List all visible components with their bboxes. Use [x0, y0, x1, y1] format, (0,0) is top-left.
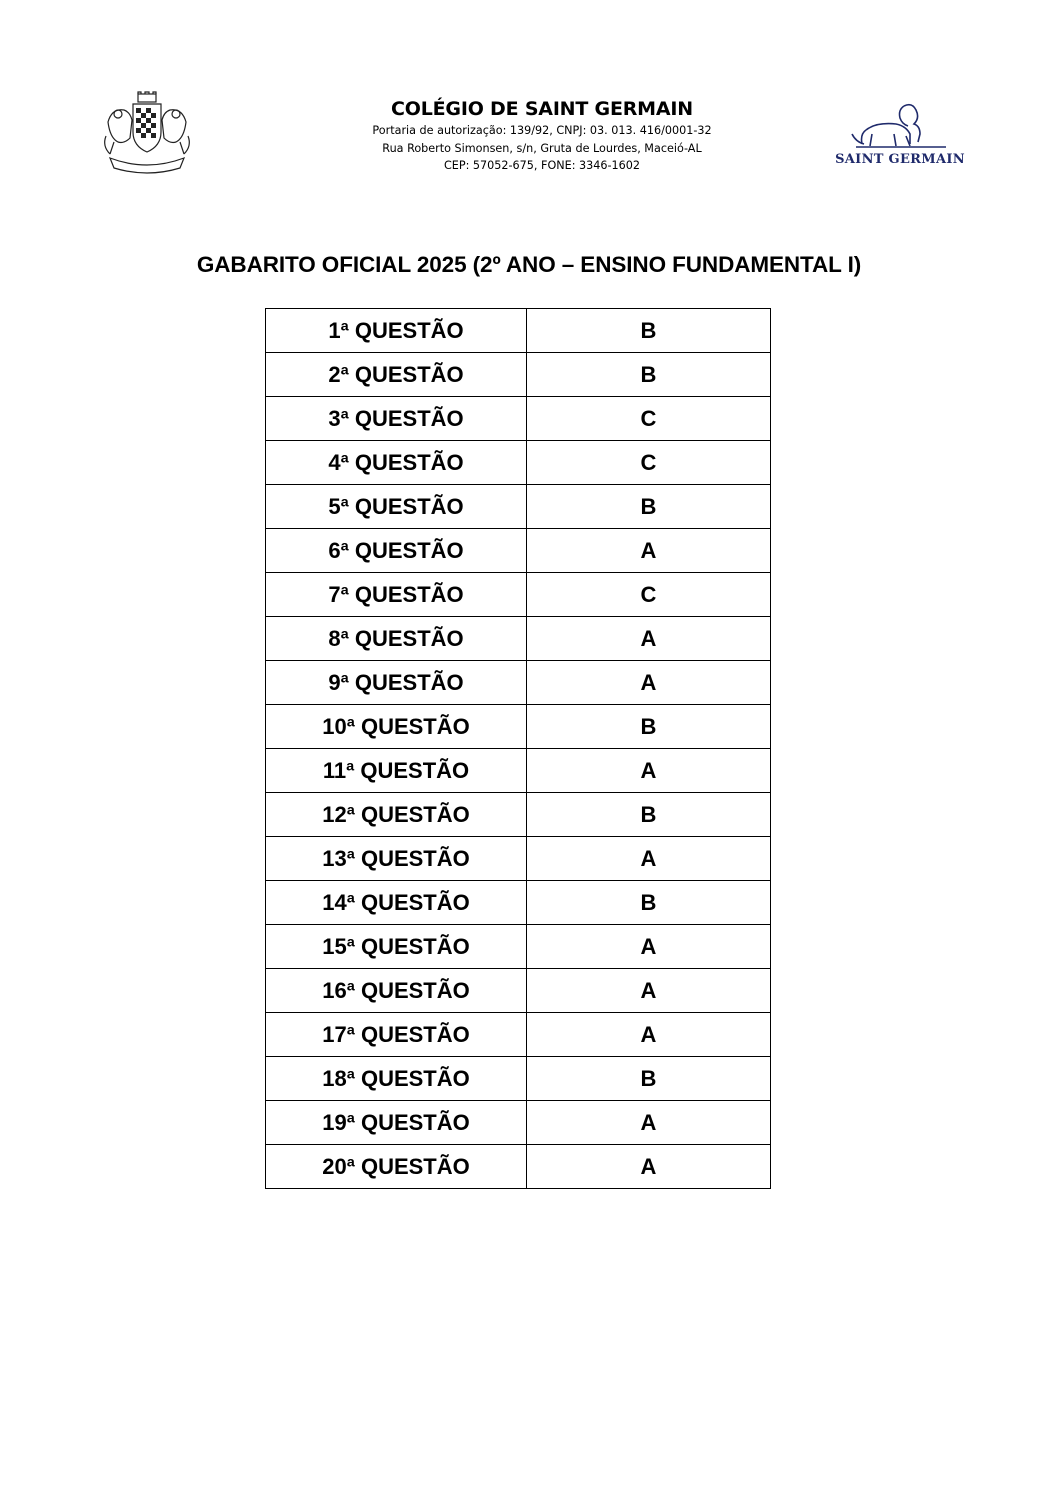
question-label: 8ª QUESTÃO [266, 617, 527, 661]
address-line: Rua Roberto Simonsen, s/n, Gruta de Lourdes, Maceió-AL [382, 141, 702, 155]
table-row [266, 661, 771, 705]
table-row [266, 529, 771, 573]
question-label: 5ª QUESTÃO [266, 485, 527, 529]
table-row [266, 617, 771, 661]
school-name: COLÉGIO DE SAINT GERMAIN [391, 98, 693, 120]
answer-letter: B [527, 793, 771, 837]
answer-letter: A [527, 969, 771, 1013]
table-row [266, 397, 771, 441]
answer-letter: A [527, 837, 771, 881]
question-label: 15ª QUESTÃO [266, 925, 527, 969]
table-row [266, 1013, 771, 1057]
answer-letter: B [527, 353, 771, 397]
answer-letter: C [527, 441, 771, 485]
answer-letter: A [527, 661, 771, 705]
answer-letter: A [527, 925, 771, 969]
saint-germain-lion-logo [835, 100, 965, 168]
answer-letter: C [527, 573, 771, 617]
table-row [266, 1101, 771, 1145]
question-label: 3ª QUESTÃO [266, 397, 527, 441]
question-label: 6ª QUESTÃO [266, 529, 527, 573]
table-row [266, 353, 771, 397]
table-row [266, 573, 771, 617]
table-row [266, 1057, 771, 1101]
question-label: 16ª QUESTÃO [266, 969, 527, 1013]
document-title: GABARITO OFICIAL 2025 (2º ANO – ENSINO FUNDAMENTAL I) [196, 252, 862, 277]
question-label: 19ª QUESTÃO [266, 1101, 527, 1145]
answer-letter: A [527, 529, 771, 573]
answer-letter: B [527, 881, 771, 925]
answer-letter: B [527, 705, 771, 749]
answer-letter: B [527, 1057, 771, 1101]
question-label: 4ª QUESTÃO [266, 441, 527, 485]
contact-line: CEP: 57052-675, FONE: 3346-1602 [443, 159, 641, 172]
table-row [266, 793, 771, 837]
question-label: 11ª QUESTÃO [266, 749, 527, 793]
question-label: 17ª QUESTÃO [266, 1013, 527, 1057]
question-label: 1ª QUESTÃO [266, 309, 527, 353]
answer-letter: B [527, 309, 771, 353]
answer-letter: C [527, 397, 771, 441]
question-label: 12ª QUESTÃO [266, 793, 527, 837]
question-label: 10ª QUESTÃO [266, 705, 527, 749]
answer-letter: A [527, 1013, 771, 1057]
table-row [266, 969, 771, 1013]
answer-letter: A [527, 1101, 771, 1145]
table-row [266, 441, 771, 485]
answer-letter: A [527, 1145, 771, 1189]
table-row [266, 309, 771, 353]
table-row [266, 837, 771, 881]
question-label: 9ª QUESTÃO [266, 661, 527, 705]
question-label: 18ª QUESTÃO [266, 1057, 527, 1101]
logo-wordmark: SAINT GERMAIN [835, 152, 965, 167]
question-label: 13ª QUESTÃO [266, 837, 527, 881]
table-row [266, 1145, 771, 1189]
table-row [266, 749, 771, 793]
answer-letter: A [527, 617, 771, 661]
question-label: 7ª QUESTÃO [266, 573, 527, 617]
question-label: 14ª QUESTÃO [266, 881, 527, 925]
question-label: 2ª QUESTÃO [266, 353, 527, 397]
authorization-line: Portaria de autorização: 139/92, CNPJ: 03. 013. 416/0001-32 [372, 124, 712, 137]
table-row [266, 485, 771, 529]
table-row [266, 705, 771, 749]
answer-letter: B [527, 485, 771, 529]
table-row [266, 925, 771, 969]
table-row [266, 881, 771, 925]
answer-letter: A [527, 749, 771, 793]
question-label: 20ª QUESTÃO [266, 1145, 527, 1189]
answer-key-table [265, 308, 771, 1189]
